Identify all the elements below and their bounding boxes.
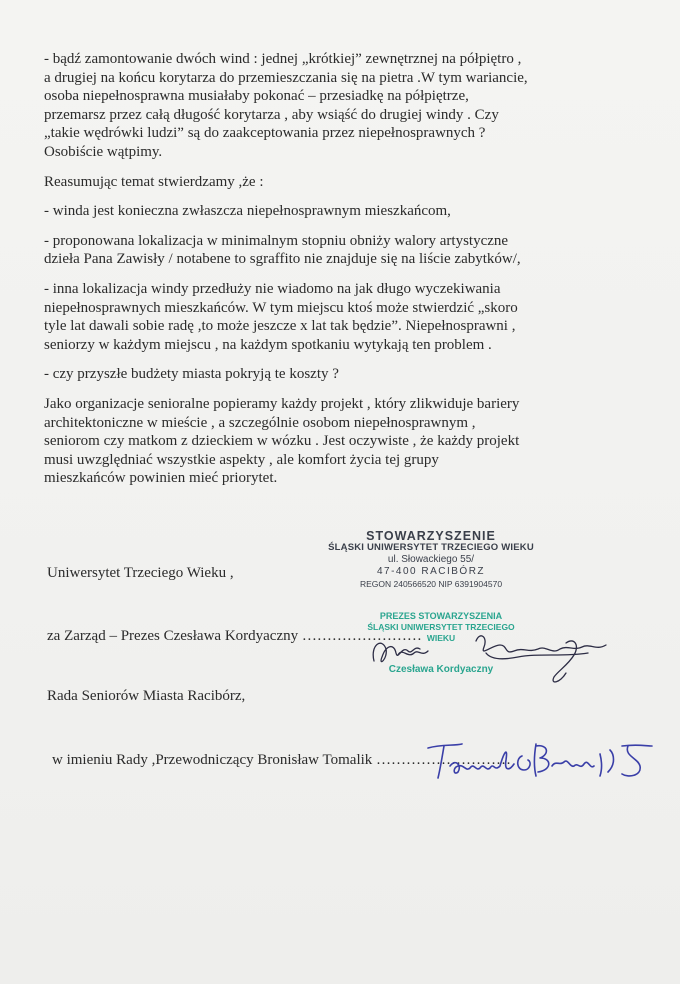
paragraph-elevators [44, 50, 612, 162]
text-line: musi uwzględniać wszystkie aspekty , ale komfort życia tej grupy [44, 451, 439, 468]
text-line: Jako organizacje senioralne popieramy każdy projekt , który zlikwiduje bariery [44, 395, 520, 412]
stamp-line: ul. Słowackiego 55/ [387, 554, 475, 565]
text-line: - bądź zamontowanie dwóch wind : jednej „krótkiej” zewnętrznej na półpiętro , [44, 51, 522, 67]
paragraph-summary [44, 173, 612, 192]
text-line: - inna lokalizacja windy przedłuży nie wiadomo na jak długo wyczekiwania [44, 280, 501, 297]
text-line: tyle lat dawali sobie radę ,to może jeszcze x lat tak będzie”. Niepełnosprawni , [44, 318, 516, 335]
text-line: seniorzy w każdym miejscu , na każdym spotkaniu wytykają ten problem . [44, 336, 492, 353]
stamp-line: STOWARZYSZENIE [366, 529, 496, 543]
text-line: a drugiej na końcu korytarza do przemieszczania się na pietra .W tym wariancie, [44, 69, 528, 86]
stamp-line: 47-400 RACIBÓRZ [376, 566, 486, 577]
text-line: dzieła Pana Zawisły / notabene to sgraffito nie znajduje się na liście zabytków/, [44, 251, 521, 268]
signatory-org-council: Rada Seniorów Miasta Racibórz, [47, 688, 246, 704]
text-line: - winda jest konieczna zwłaszcza niepełnosprawnym mieszkańcom, [44, 203, 451, 220]
chairman-signature [424, 740, 656, 786]
text-line: - proponowana lokalizacja w minimalnym stopniu obniży walory artystyczne [44, 232, 509, 249]
paragraph-point-4 [44, 365, 612, 384]
signatory-org-utw: Uniwersytet Trzeciego Wieku , [47, 565, 234, 581]
text-line: architektoniczne w mieście , a szczególnie osobom niepełnosprawnym , [44, 414, 476, 431]
stamp-line: REGON 240566520 NIP 6391904570 [359, 579, 503, 589]
text-line: - czy przyszłe budżety miasta pokryją te koszty ? [44, 366, 339, 383]
text-line: seniorom czy matkom z dzieckiem w wózku . Jest oczywiste , że każdy projekt [44, 433, 520, 450]
council-signatory-text: w imieniu Rady ,Przewodniczący Bronisław Tomalik [52, 752, 373, 768]
text-line: mieszkańców powinien mieć priorytet. [44, 470, 278, 487]
paragraph-conclusion [44, 395, 612, 488]
association-stamp [326, 530, 536, 590]
board-signatory-text: za Zarząd – Prezes Czesława Kordyaczny [47, 628, 299, 644]
signature-dots: …………………… [301, 628, 422, 644]
green-stamp-line: ŚLĄSKI UNIWERSYTET TRZECIEGO WIEKU [367, 622, 515, 643]
text-line: Reasumując temat stwierdzamy ,że : [44, 173, 264, 190]
paragraph-point-2 [44, 232, 612, 269]
text-line: niepełnosprawnych mieszkańców. W tym miejscu ktoś może stwierdzić „skoro [44, 299, 518, 316]
green-stamp-name: Czesława Kordyaczny [388, 664, 494, 675]
paragraph-point-1 [44, 202, 612, 221]
letter-body [44, 50, 612, 488]
signature-dots: ……………………… [376, 752, 512, 768]
text-line: osoba niepełnosprawna musiałaby pokonać – przesiadkę na półpiętrze, [44, 88, 469, 105]
text-line: przemarsz przez całą długość korytarza , aby wsiąść do drugiej windy . Czy [44, 106, 499, 123]
paragraph-point-3 [44, 280, 612, 354]
stamp-line: ŚLĄSKI UNIWERSYTET TRZECIEGO WIEKU [328, 542, 534, 553]
text-line: „takie wędrówki ludzi” są do zaakceptowania przez niepełnosprawnych ? [44, 125, 486, 142]
text-line: Osobiście wątpimy. [44, 143, 163, 160]
green-stamp-line: PREZES STOWARZYSZENIA [379, 611, 503, 621]
president-signature [368, 615, 618, 695]
